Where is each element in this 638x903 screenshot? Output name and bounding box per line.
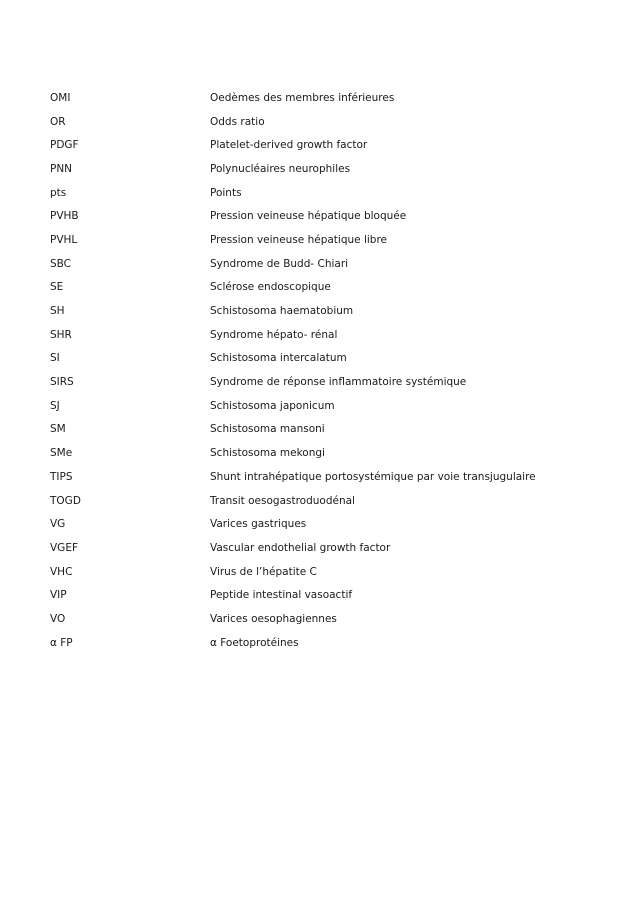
abbreviation-term: TOGD (50, 494, 81, 507)
abbreviation-definition: Syndrome hépato- rénal (210, 328, 338, 341)
abbreviation-term: VO (50, 612, 66, 625)
abbreviation-definition: Vascular endothelial growth factor (210, 541, 391, 554)
abbreviation-row (50, 228, 610, 252)
abbreviation-term: VG (50, 518, 66, 531)
abbreviation-term: PVHL (50, 233, 78, 246)
abbreviation-definition: Virus de l’hépatite C (210, 565, 317, 578)
abbreviation-definition: Points (210, 186, 242, 199)
abbreviation-definition: Peptide intestinal vasoactif (210, 589, 353, 602)
abbreviation-row (50, 252, 610, 276)
abbreviation-term: PNN (50, 162, 73, 175)
abbreviation-definition: Sclérose endoscopique (210, 281, 331, 294)
abbreviation-definition: Polynucléaires neurophiles (210, 162, 351, 175)
abbreviation-row (50, 418, 610, 442)
abbreviation-definition: α Foetoprotéines (210, 636, 299, 649)
abbreviation-definition: Schistosoma haematobium (210, 305, 354, 318)
abbreviation-term: SM (50, 423, 66, 436)
abbreviation-row (50, 631, 610, 655)
abbreviation-definition: Oedèmes des membres inférieures (210, 91, 395, 104)
abbreviation-list (50, 86, 610, 655)
abbreviation-definition: Varices oesophagiennes (210, 612, 337, 625)
abbreviation-row (50, 133, 610, 157)
abbreviation-term: VIP (50, 589, 67, 602)
abbreviation-row (50, 276, 610, 300)
abbreviation-definition: Transit oesogastroduodénal (210, 494, 355, 507)
abbreviation-row (50, 347, 610, 371)
abbreviation-definition: Schistosoma japonicum (210, 399, 335, 412)
abbreviation-definition: Syndrome de réponse inflammatoire systémique (210, 376, 467, 389)
abbreviation-term: α FP (50, 636, 73, 649)
abbreviation-row (50, 394, 610, 418)
abbreviation-row (50, 607, 610, 631)
abbreviation-term: SH (50, 305, 65, 318)
abbreviation-term: TIPS (50, 470, 73, 483)
abbreviation-row (50, 512, 610, 536)
abbreviation-term: SHR (50, 328, 72, 341)
abbreviation-row (50, 370, 610, 394)
abbreviation-definition: Shunt intrahépatique portosystémique par voie transjugulaire (210, 470, 536, 483)
abbreviation-row (50, 86, 610, 110)
abbreviation-term: SJ (50, 399, 60, 412)
abbreviation-definition: Syndrome de Budd- Chiari (210, 257, 349, 270)
abbreviation-row (50, 560, 610, 584)
abbreviation-definition: Platelet-derived growth factor (210, 139, 368, 152)
abbreviation-row (50, 110, 610, 134)
abbreviation-row (50, 181, 610, 205)
abbreviation-row (50, 441, 610, 465)
abbreviation-term: SBC (50, 257, 72, 270)
abbreviation-row (50, 489, 610, 513)
abbreviation-term: VHC (50, 565, 73, 578)
abbreviation-definition: Varices gastriques (210, 518, 307, 531)
abbreviation-definition: Pression veineuse hépatique bloquée (210, 210, 407, 223)
abbreviation-row (50, 583, 610, 607)
abbreviation-term: SMe (50, 447, 73, 460)
abbreviation-term: SIRS (50, 376, 74, 389)
abbreviation-term: PDGF (50, 139, 79, 152)
abbreviation-row (50, 323, 610, 347)
abbreviation-term: PVHB (50, 210, 79, 223)
abbreviation-term: pts (50, 186, 67, 199)
abbreviation-term: SE (50, 281, 64, 294)
abbreviation-row (50, 299, 610, 323)
abbreviation-row (50, 157, 610, 181)
abbreviation-term: OMI (50, 91, 71, 104)
abbreviation-term: SI (50, 352, 60, 365)
abbreviation-definition: Schistosoma mekongi (210, 447, 325, 460)
abbreviation-row (50, 536, 610, 560)
abbreviation-definition: Schistosoma intercalatum (210, 352, 347, 365)
abbreviation-definition: Pression veineuse hépatique libre (210, 233, 388, 246)
abbreviation-row (50, 465, 610, 489)
abbreviation-definition: Schistosoma mansoni (210, 423, 325, 436)
abbreviation-term: VGEF (50, 541, 78, 554)
abbreviation-definition: Odds ratio (210, 115, 265, 128)
abbreviation-row (50, 204, 610, 228)
abbreviation-term: OR (50, 115, 66, 128)
